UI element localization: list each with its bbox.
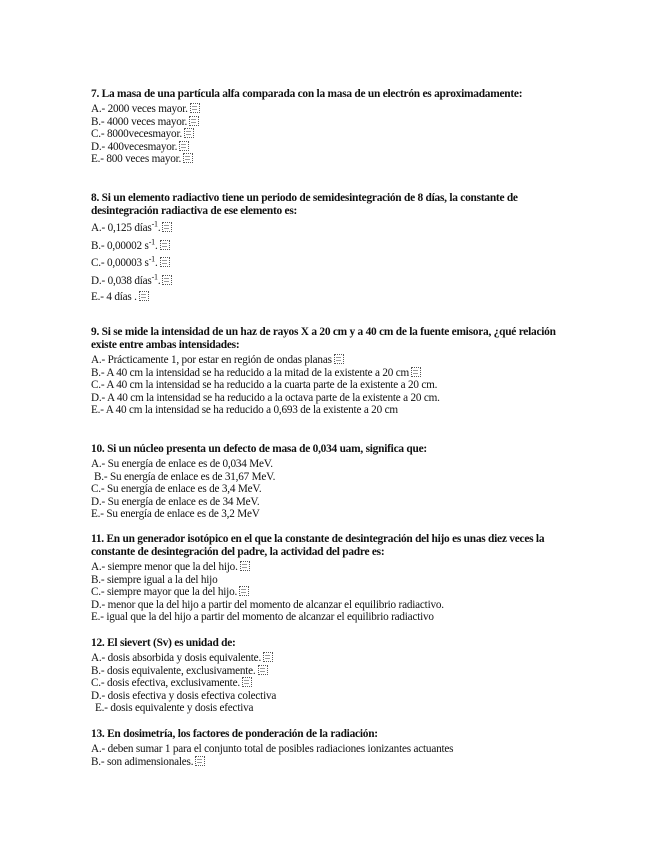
answer-option: C.- A 40 cm la intensidad se ha reducido a la cuarta parte de la existente a 20 cm. bbox=[91, 379, 438, 392]
answer-option: C.- dosis efectiva, exclusivamente. bbox=[91, 677, 276, 690]
placeholder-glyph-icon bbox=[239, 586, 249, 596]
answer-option: B.- Su energía de enlace es de 31,67 MeV. bbox=[94, 470, 276, 483]
question-13 bbox=[91, 728, 453, 768]
answer-option: B.- dosis equivalente, exclusivamente. bbox=[91, 665, 276, 678]
placeholder-glyph-icon bbox=[184, 128, 194, 138]
placeholder-glyph-icon bbox=[263, 652, 273, 662]
placeholder-glyph-icon bbox=[258, 665, 268, 675]
placeholder-glyph-icon bbox=[242, 677, 252, 687]
placeholder-glyph-icon bbox=[162, 222, 172, 232]
question-title: 13. En dosimetría, los factores de ponderación de la radiación: bbox=[91, 728, 378, 740]
answer-option: D.- Su energía de enlace es de 34 MeV. bbox=[91, 495, 260, 508]
answer-option: E.- A 40 cm la intensidad se ha reducido a 0,693 de la existente a 20 cm bbox=[91, 404, 398, 417]
answer-option: C.- 8000vecesmayor. bbox=[91, 128, 522, 141]
placeholder-glyph-icon bbox=[240, 561, 250, 571]
answer-option: A.- siempre menor que la del hijo. bbox=[91, 561, 571, 574]
answer-option: B.- 0,00002 $s^{-1}$. bbox=[91, 238, 561, 256]
answer-option: D.- 400vecesmayor. bbox=[91, 141, 522, 154]
question-title: 11. En un generador isotópico en el que la constante de desintegración del hijo es unas diez veces la constante de desintegración del padre, la actividad del padre es: bbox=[91, 533, 545, 558]
answer-option: E.- Su energía de enlace es de 3,2 MeV bbox=[91, 508, 260, 521]
answer-option: C.- 0,00003 $s^{-1}$. bbox=[91, 255, 561, 273]
answer-option: E.- 800 veces mayor. bbox=[91, 153, 522, 166]
question-title: 7. La masa de una partícula alfa comparada con la masa de un electrón es aproximadamente: bbox=[91, 88, 523, 100]
placeholder-glyph-icon bbox=[162, 275, 172, 285]
answer-option: B.- A 40 cm la intensidad se ha reducido a la mitad de la existente a 20 cm bbox=[91, 367, 561, 380]
answer-option: B.- son adimensionales. bbox=[91, 756, 453, 769]
placeholder-glyph-icon bbox=[334, 354, 344, 364]
question-9 bbox=[91, 326, 561, 417]
placeholder-glyph-icon bbox=[160, 240, 170, 250]
placeholder-glyph-icon bbox=[160, 257, 170, 267]
answer-option: D.- dosis efectiva y dosis efectiva colectiva bbox=[91, 689, 277, 702]
answer-option: B.- siempre igual a la del hijo bbox=[91, 573, 218, 586]
answer-option: B.- 4000 veces mayor. bbox=[91, 116, 522, 129]
question-7 bbox=[91, 88, 522, 166]
answer-option: E.- igual que la del hijo a partir del momento de alcanzar el equilibrio radiactivo bbox=[91, 611, 434, 624]
placeholder-glyph-icon bbox=[189, 116, 199, 126]
answer-option: C.- siempre mayor que la del hijo. bbox=[91, 586, 571, 599]
question-title: 8. Si un elemento radiactivo tiene un periodo de semidesintegración de 8 días, la constante de desintegración radiactiva de ese elemento es: bbox=[91, 192, 518, 217]
answer-option: D.- menor que la del hijo a partir del momento de alcanzar el equilibrio radiactivo. bbox=[91, 598, 444, 611]
answer-option: A.- Su energía de enlace es de 0,034 MeV. bbox=[91, 458, 273, 470]
question-11 bbox=[91, 533, 571, 624]
question-title: 12. El sievert (Sv) es unidad de: bbox=[91, 637, 236, 649]
answer-option: A.- 0,125 días$^{-1}$. bbox=[91, 220, 561, 238]
placeholder-glyph-icon bbox=[411, 367, 421, 377]
answer-option: D.- A 40 cm la intensidad se ha reducido a la octava parte de la existente a 20 cm. bbox=[91, 391, 440, 404]
placeholder-glyph-icon bbox=[179, 141, 189, 151]
answer-option: D.- 0,038 días$^{-1}$. bbox=[91, 273, 561, 291]
answer-option: E.- dosis equivalente y dosis efectiva bbox=[95, 702, 254, 715]
placeholder-glyph-icon bbox=[190, 103, 200, 113]
placeholder-glyph-icon bbox=[139, 291, 149, 301]
answer-option: A.- deben sumar 1 para el conjunto total de posibles radiaciones ionizantes actuantes bbox=[91, 743, 454, 755]
answer-option: A.- Prácticamente 1, por estar en región de ondas planas bbox=[91, 354, 561, 367]
placeholder-glyph-icon bbox=[195, 756, 205, 766]
answer-option: E.- 4 días . bbox=[91, 290, 561, 304]
answer-option: A.- dosis absorbida y dosis equivalente. bbox=[91, 652, 276, 665]
answer-option: C.- Su energía de enlace es de 3,4 MeV. bbox=[91, 483, 262, 496]
question-title: 10. Si un núcleo presenta un defecto de masa de 0,034 uam, significa que: bbox=[91, 443, 427, 455]
placeholder-glyph-icon bbox=[183, 153, 193, 163]
question-8 bbox=[91, 192, 561, 304]
answer-option: A.- 2000 veces mayor. bbox=[91, 103, 522, 116]
question-12 bbox=[91, 637, 276, 715]
question-title: 9. Si se mide la intensidad de un haz de rayos X a 20 cm y a 40 cm de la fuente emisora, ¿qué relación existe entre ambas intensidades: bbox=[91, 326, 556, 351]
question-10 bbox=[91, 443, 427, 521]
